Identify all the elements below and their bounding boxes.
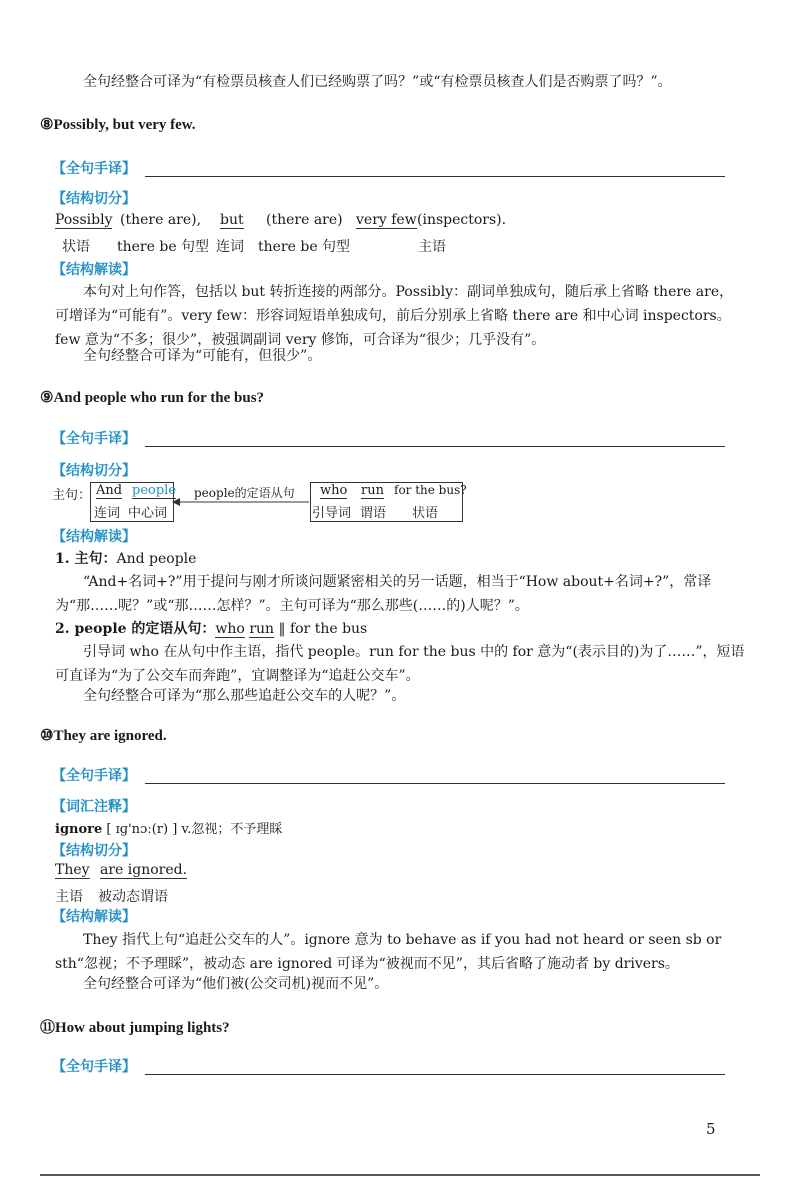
box-role: 谓语 xyxy=(360,506,387,521)
box-role: 状语 xyxy=(412,506,439,521)
translate-blank-line[interactable] xyxy=(145,176,725,177)
box-role: 中心词 xyxy=(128,506,168,521)
point-1-value: And people xyxy=(116,551,197,567)
structure-label: 【结构切分】 xyxy=(52,843,136,859)
analysis-paragraph: They 指代上句“追赶公交车的人”。ignore 意为 to behave as if you had not heard or seen sb or sth“忽视；不予理睬”，被动态 are ignored 可译为“被视而不见”，其后省略了施动者 by drivers。 xyxy=(55,932,722,972)
translate-blank-line[interactable] xyxy=(145,1074,725,1075)
struct-word: very few xyxy=(356,212,417,228)
box-word-head: people xyxy=(132,483,177,498)
analysis-paragraph: 本句对上句作答，包括以 but 转折连接的两部分。Possibly：副词单独成句，随后承上省略 there are，可增译为“可能有”。very few：形容词短语单独成句，前后分别承上省略 there are 和中心词 inspectors。few 意为“不多；很少”，被强调副词 very 修饰，可合译为“很少；几乎没有”。 xyxy=(55,284,734,348)
analysis-label: 【结构解读】 xyxy=(52,529,136,545)
page-number: 5 xyxy=(706,1120,716,1138)
box-word: run xyxy=(361,483,384,498)
analysis-label: 【结构解读】 xyxy=(52,909,136,925)
clause-word: run xyxy=(249,621,275,637)
translate-label: 【全句手译】 xyxy=(52,768,136,784)
translate-label: 【全句手译】 xyxy=(52,431,136,447)
box-role: 引导词 xyxy=(312,506,352,521)
struct-role: 被动态谓语 xyxy=(98,889,168,905)
analysis-label: 【结构解读】 xyxy=(52,262,136,278)
sentence-10-heading: ⑩They are ignored. xyxy=(40,728,167,744)
translate-blank-line[interactable] xyxy=(145,446,725,447)
main-clause-label: 主句： xyxy=(52,488,92,503)
summary-paragraph: 全句经整合可译为“那么那些追赶公交车的人呢？”。 xyxy=(83,688,406,704)
sentence-9-heading: ⑨And people who run for the bus? xyxy=(40,390,265,406)
point-2-title: 2. people 的定语从句： xyxy=(55,621,216,637)
struct-word: Possibly xyxy=(55,212,113,228)
analysis-paragraph: 引导词 who 在从句中作主语，指代 people。run for the bus 中的 for 意为“(表示目的)为了……”，短语可直译为“为了公交车而奔跑”，宜调整译为“追赶公交车”。 xyxy=(55,644,745,684)
box-word: who xyxy=(320,483,348,498)
analysis-paragraph: “And+名词+?”用于提问与刚才所谈问题紧密相关的另一话题，相当于“How about+名词+?”，常译为“那……呢？”或“那……怎样？”。主句可译为“那么那些(……的)人呢？”。 xyxy=(55,574,712,614)
summary-paragraph: 全句经整合可译为“他们被(公交司机)视而不见”。 xyxy=(83,976,389,992)
arrow-label: people的定语从句 xyxy=(194,486,295,500)
struct-word: They xyxy=(55,862,90,878)
clause-word: who xyxy=(215,621,245,637)
struct-word: are ignored. xyxy=(100,862,188,878)
footer-rule xyxy=(40,1174,760,1176)
struct-word: (there are), xyxy=(120,212,202,228)
box-word: And xyxy=(96,483,123,498)
clause-rest: ‖ for the bus xyxy=(278,621,368,637)
box-role: 连词 xyxy=(94,506,121,521)
struct-word: (inspectors). xyxy=(417,212,507,228)
structure-label: 【结构切分】 xyxy=(52,463,136,479)
struct-word: (there are) xyxy=(266,212,343,228)
translate-label: 【全句手译】 xyxy=(52,1059,136,1075)
struct-role: 连词 xyxy=(216,239,244,255)
structure-label: 【结构切分】 xyxy=(52,191,136,207)
vocab-label: 【词汇注释】 xyxy=(52,799,136,815)
point-1-title: 1. 主句： xyxy=(55,551,117,567)
top-summary: 全句经整合可译为“有检票员核查人们已经购票了吗？”或“有检票员核查人们是否购票了吗？”。 xyxy=(83,74,672,90)
struct-word: but xyxy=(220,212,244,228)
summary-paragraph: 全句经整合可译为“可能有，但很少”。 xyxy=(83,348,322,364)
struct-role: there be 句型 xyxy=(117,239,210,255)
vocab-phonetic: [ ɪɡ'nɔː(r) ] xyxy=(106,822,178,837)
point-1 xyxy=(55,548,196,568)
struct-role: 主语 xyxy=(418,239,446,255)
vocab-definition: v.忽视；不予理睬 xyxy=(181,822,283,837)
struct-role: 状语 xyxy=(62,239,90,255)
sentence-11-heading: ⑪How about jumping lights? xyxy=(40,1020,230,1036)
point-2 xyxy=(55,618,367,638)
vocab-entry xyxy=(55,818,282,837)
struct-role: there be 句型 xyxy=(258,239,351,255)
translate-label: 【全句手译】 xyxy=(52,161,136,177)
vocab-word: ignore xyxy=(55,822,103,837)
translate-blank-line[interactable] xyxy=(145,783,725,784)
box-word: for the bus? xyxy=(394,483,467,497)
sentence-8-heading: ⑧Possibly, but very few. xyxy=(40,117,196,133)
struct-role: 主语 xyxy=(55,889,83,905)
